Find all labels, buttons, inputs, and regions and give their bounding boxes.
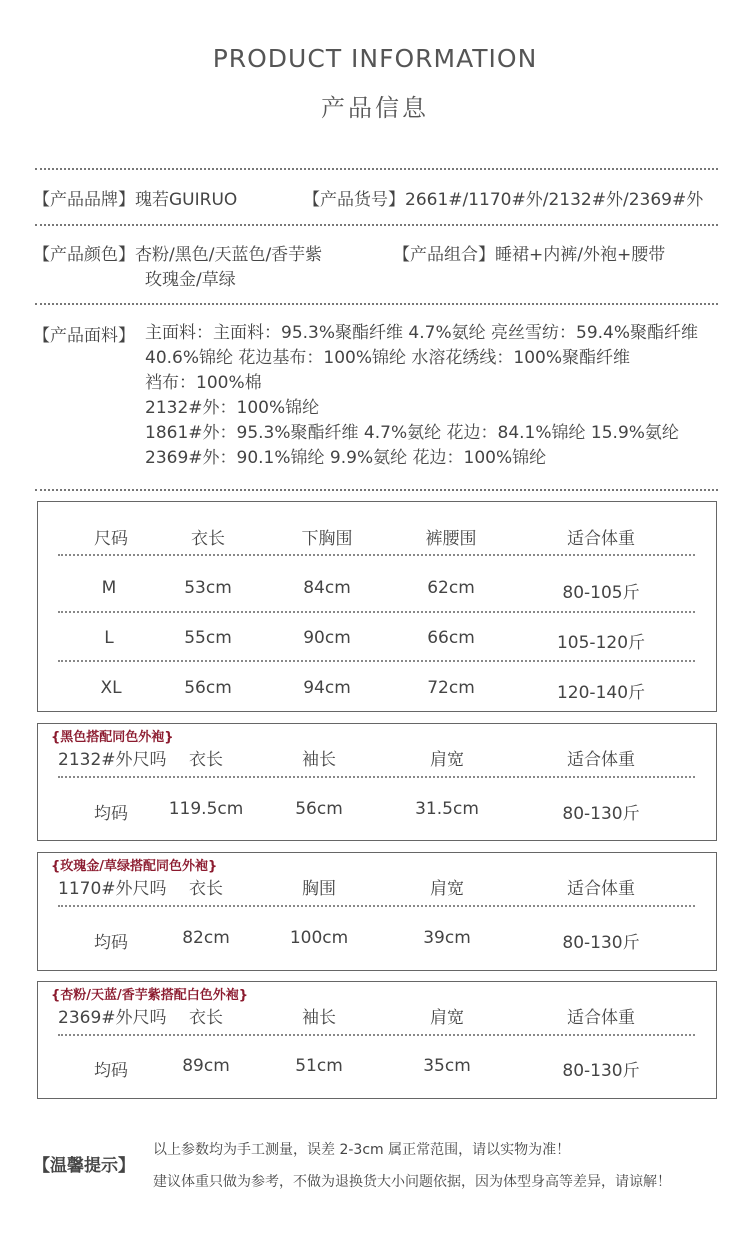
header-cell: 适合体重 [567,879,635,899]
header-cell: 衣长 [189,879,223,899]
cell: M [101,578,117,598]
cell: 均码 [94,933,128,953]
row-divider [58,905,695,907]
size-table-2369 [37,981,717,1099]
cell: XL [100,678,122,698]
notice-line: 建议体重只做为参考，不做为退换货大小问题依据，因为体型身高等差异，请谅解！ [153,1174,671,1190]
table-header-row [38,1003,716,1027]
header-cell: 适合体重 [567,750,635,770]
size-table-2132 [37,723,717,841]
cell: 80-130斤 [562,933,640,953]
size-table-main [37,501,717,712]
table-header-row [38,874,716,898]
fabric-line: 1861#外：95.3%聚酯纤维 4.7%氨纶 花边：84.1%锦纶 15.9%氨纶 [145,423,679,443]
header-cell: 肩宽 [430,750,464,770]
cell: 55cm [184,628,232,648]
divider [35,303,718,305]
brand-value: 瑰若GUIRUO [135,190,238,210]
divider [35,489,718,491]
cell: 100cm [289,928,349,948]
cell: 80-130斤 [562,1061,640,1081]
cell: 82cm [182,928,230,948]
cell: 35cm [423,1056,471,1076]
notice-label: 【温馨提示】 [33,1156,135,1176]
cell: 80-105斤 [562,583,640,603]
table-row [38,628,716,652]
cell: 39cm [423,928,471,948]
notice-line: 以上参数均为手工测量，误差 2-3cm 属正常范围，请以实物为准！ [153,1142,571,1158]
color-match-note: {黑色搭配同色外袍} [51,730,174,745]
brand-label: 【产品品牌】 [33,190,135,210]
header-cell: 袖长 [302,750,336,770]
combo-label: 【产品组合】 [393,245,495,265]
divider [35,168,718,170]
cell: 94cm [303,678,351,698]
color-label: 【产品颜色】 [33,245,135,265]
header-cell: 1170#外尺吗 [58,879,167,899]
fabric-line: 40.6%锦纶 花边基布：100%锦纶 水溶花绣线：100%聚酯纤维 [145,348,631,368]
fabric-line: 2132#外：100%锦纶 [145,398,320,418]
header-cell: 适合体重 [567,529,635,549]
cell: 51cm [295,1056,343,1076]
header-cell: 裤腰围 [425,529,477,549]
header-cell: 衣长 [189,750,223,770]
row-divider [58,776,695,778]
table-row [38,799,716,823]
header-cell: 衣长 [189,1008,223,1028]
table-row [38,928,716,952]
fabric-line: 裆布：100%棉 [145,373,262,393]
table-row [38,578,716,602]
cell: L [104,628,114,648]
table-row [38,1056,716,1080]
color-row [33,240,322,265]
cell: 53cm [184,578,232,598]
item-value: 2661#/1170#外/2132#外/2369#外 [405,190,704,210]
table-header-row [38,745,716,769]
header-cell: 肩宽 [430,1008,464,1028]
cell: 31.5cm [415,799,479,819]
row-divider [58,660,695,662]
fabric-list [145,321,698,471]
header-cell: 肩宽 [430,879,464,899]
fabric-line: 2369#外：90.1%锦纶 9.9%氨纶 花边：100%锦纶 [145,448,547,468]
cell: 120-140斤 [556,683,646,703]
cell: 均码 [94,804,128,824]
cell: 56cm [295,799,343,819]
cell: 56cm [184,678,232,698]
cell: 90cm [303,628,351,648]
brand-row [33,185,237,210]
table-header-row [38,524,716,548]
header-cell: 衣长 [191,529,225,549]
cell: 66cm [427,628,475,648]
color-match-note: {玫瑰金/草绿搭配同色外袍} [51,859,218,874]
header-cell: 袖长 [302,1008,336,1028]
header-cell: 适合体重 [567,1008,635,1028]
cell: 84cm [303,578,351,598]
header-cell: 2132#外尺吗 [58,750,167,770]
header-cell: 尺码 [94,529,128,549]
divider [35,224,718,226]
cell: 89cm [182,1056,230,1076]
cell: 119.5cm [168,799,244,819]
row-divider [58,1034,695,1036]
size-table-1170 [37,852,717,971]
header-cell: 胸围 [302,879,336,899]
cell: 72cm [427,678,475,698]
page-title-en: PRODUCT INFORMATION [212,44,538,73]
color-value: 杏粉/黑色/天蓝色/香芋紫 [135,245,323,265]
row-divider [58,611,695,613]
fabric-label: 【产品面料】 [33,326,135,346]
cell: 均码 [94,1061,128,1081]
cell: 62cm [427,578,475,598]
combo-value: 睡裙+内裤/外袍+腰带 [495,245,666,265]
cell: 80-130斤 [562,804,640,824]
item-label: 【产品货号】 [303,190,405,210]
fabric-line: 主面料：主面料：95.3%聚酯纤维 4.7%氨纶 亮丝雪纺：59.4%聚酯纤维 [145,323,699,343]
cell: 105-120斤 [556,633,646,653]
combo-row [393,240,665,265]
page-title-cn: 产品信息 [321,94,429,122]
row-divider [58,554,695,556]
color-match-note: {杏粉/天蓝/香芋紫搭配白色外袍} [51,988,249,1003]
color-value-cont: 玫瑰金/草绿 [145,270,236,290]
table-row [38,678,716,702]
header-cell: 2369#外尺吗 [58,1008,167,1028]
header-cell: 下胸围 [301,529,353,549]
item-row [303,185,703,210]
